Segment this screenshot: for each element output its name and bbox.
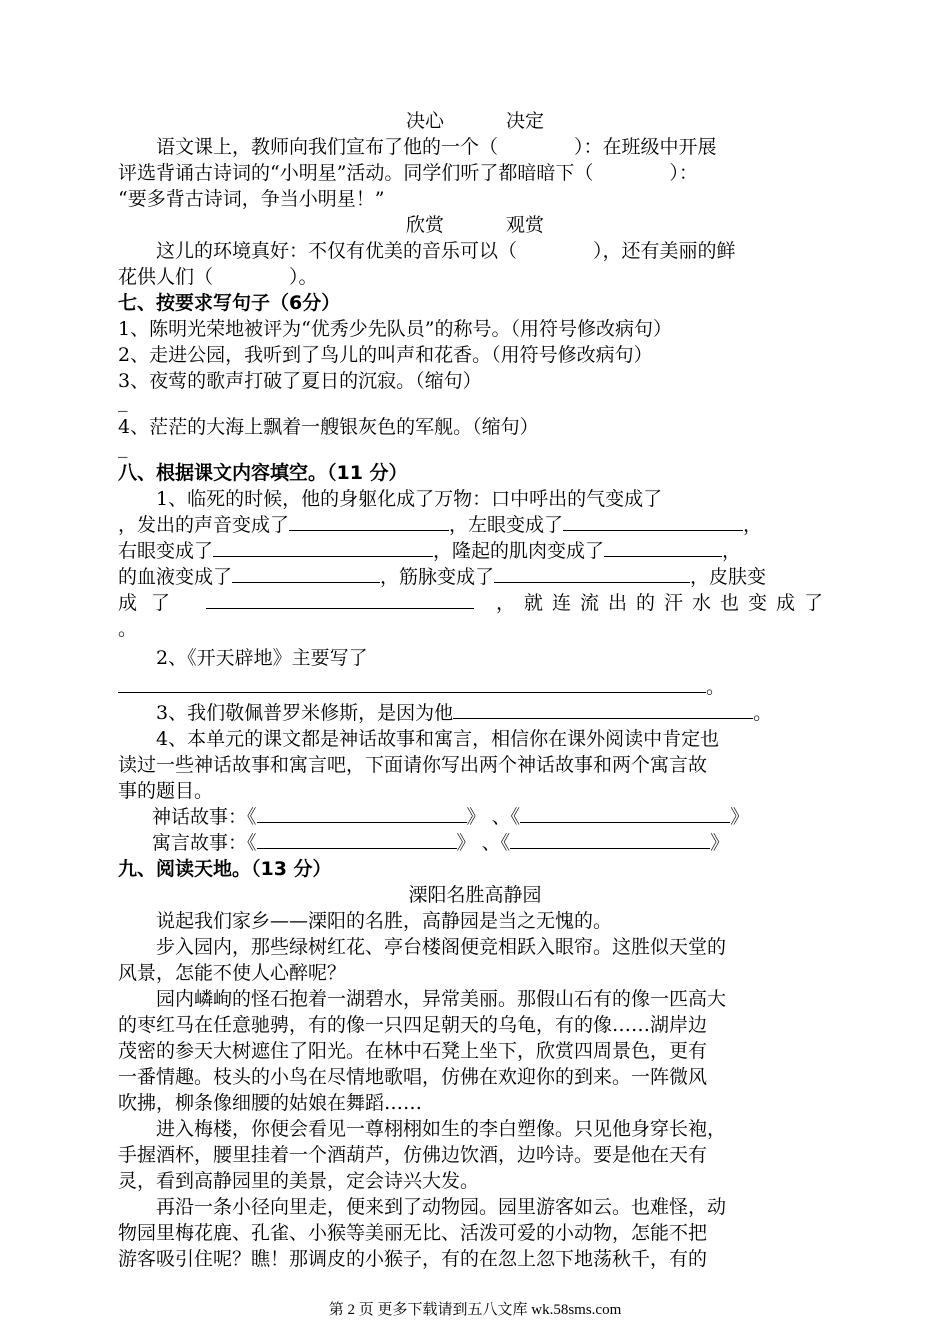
- reading-line: 园内嶙峋的怪石抱着一湖碧水，异常美丽。那假山石有的像一匹高大: [156, 988, 727, 1010]
- question-8-1-line: 成了 ，就连流出的汗水也变成了: [118, 592, 832, 614]
- answer-blank[interactable]: [257, 830, 457, 849]
- question-7-1: 1、陈明光荣地被评为“优秀少先队员”的称号。（用符号修改病句）: [118, 318, 673, 340]
- word-choice-1: [118, 108, 832, 134]
- reading-line: 茂密的参天大树遮住了阳光。在林中石凳上坐下，欣赏四周景色，更有: [118, 1040, 708, 1062]
- answer-blank[interactable]: [520, 804, 730, 823]
- reading-line: 吹拂，柳条像细腰的姑娘在舞蹈……: [118, 1092, 423, 1114]
- section-7-title: 七、按要求写句子（6分）: [118, 292, 341, 314]
- reading-line: 进入梅楼，你便会看见一尊栩栩如生的李白塑像。只见他身穿长袍，: [156, 1118, 727, 1140]
- myth-story-row: 神话故事：《 》 、《 》: [152, 806, 750, 828]
- answer-mark: _: [118, 394, 128, 412]
- passage-line: 评选背诵古诗词的“小明星”活动。同学们听了都暗暗下（ ）：: [118, 162, 698, 184]
- answer-blank[interactable]: [289, 512, 449, 531]
- answer-blank[interactable]: [206, 590, 474, 609]
- word-option: 决心: [405, 110, 444, 132]
- answer-mark: _: [118, 440, 128, 458]
- passage-line: “要多背古诗词，争当小明星！”: [118, 188, 385, 210]
- answer-blank[interactable]: [213, 538, 433, 557]
- reading-line: 的枣红马在任意驰骋，有的像一只四足朝天的乌龟，有的像……湖岸边: [118, 1014, 708, 1036]
- question-8-1-line: ，发出的声音变成了 ，左眼变成了 ，: [118, 514, 763, 536]
- section-8-title: 八、根据课文内容填空。（11 分）: [118, 462, 408, 484]
- exam-page: [118, 108, 832, 1272]
- question-8-3: 3、我们敬佩普罗米修斯，是因为他 。: [156, 702, 773, 724]
- answer-blank[interactable]: [604, 538, 722, 557]
- passage-line: 语文课上，教师向我们宣布了他的一个（ ）：在班级中开展: [156, 136, 717, 158]
- reading-line: 物园里梅花鹿、孔雀、小猴等美丽无比、活泼可爱的小动物，怎能不把: [118, 1222, 708, 1244]
- question-8-1-line: 1、临死的时候，他的身躯化成了万物：口中呼出的气变成了: [156, 488, 663, 510]
- question-8-4-line: 4、本单元的课文都是神话故事和寓言，相信你在课外阅读中肯定也: [156, 728, 720, 750]
- page-footer: 第 2 页 更多下载请到五八文库 wk.58sms.com: [328, 1302, 622, 1318]
- reading-line: 游客吸引住呢？瞧！那调皮的小猴子，有的在忽上忽下地荡秋千，有的: [118, 1248, 708, 1270]
- reading-line: 风景，怎能不使人心醉呢？: [118, 962, 347, 984]
- reading-line: 一番情趣。枝头的小鸟在尽情地歌唱，仿佛在欢迎你的到来。一阵微风: [118, 1066, 708, 1088]
- passage-line: 这儿的环境真好：不仅有优美的音乐可以（ ），还有美丽的鲜: [156, 240, 736, 262]
- answer-blank[interactable]: [494, 564, 690, 583]
- word-option: 观赏: [506, 214, 545, 236]
- word-choice-2: [118, 212, 832, 238]
- reading-line: 步入园内，那些绿树红花、亭台楼阁便竞相跃入眼帘。这胜似天堂的: [156, 936, 727, 958]
- question-8-1-line: 。: [118, 618, 138, 640]
- answer-blank[interactable]: [563, 512, 743, 531]
- question-7-3: 3、夜莺的歌声打破了夏日的沉寂。（缩句）: [118, 370, 482, 392]
- reading-line: 灵，看到高静园里的美景，定会诗兴大发。: [118, 1170, 480, 1192]
- question-8-1-line: 的血液变成了 ，筋脉变成了 ，皮肤变: [118, 566, 767, 588]
- question-8-2: 2、《开天辟地》主要写了: [156, 647, 368, 669]
- answer-blank[interactable]: [232, 564, 380, 583]
- fable-story-row: 寓言故事：《 》 、《 》: [152, 832, 730, 854]
- passage-title: 溧阳名胜高静园: [408, 884, 542, 906]
- reading-passage: [118, 908, 832, 1272]
- reading-line: 说起我们家乡——溧阳的名胜，高静园是当之无愧的。: [156, 910, 613, 932]
- reading-line: 手握酒杯，腰里挂着一个酒葫芦，仿佛边饮酒，边吟诗。要是他在天有: [118, 1144, 708, 1166]
- answer-blank[interactable]: [257, 804, 467, 823]
- word-option: 欣赏: [405, 214, 444, 236]
- question-8-1-line: 右眼变成了 ，隆起的肌肉变成了 ，: [118, 540, 742, 562]
- question-8-4-line: 事的题目。: [118, 780, 214, 802]
- reading-line: 再沿一条小径向里走，便来到了动物园。园里游客如云。也难怪，动: [156, 1196, 727, 1218]
- answer-blank[interactable]: [453, 700, 753, 719]
- passage-line: 花供人们（ ）。: [118, 266, 318, 288]
- answer-blank[interactable]: [510, 830, 710, 849]
- section-9-title: 九、阅读天地。（13 分）: [118, 858, 332, 880]
- answer-blank[interactable]: [118, 674, 706, 693]
- question-7-4: 4、茫茫的大海上飘着一艘银灰色的军舰。（缩句）: [118, 416, 539, 438]
- question-8-4-line: 读过一些神话故事和寓言吧，下面请你写出两个神话故事和两个寓言故: [118, 754, 708, 776]
- word-option: 决定: [506, 110, 545, 132]
- question-8-2-answer: 。: [118, 674, 832, 700]
- question-7-2: 2、走进公园，我听到了鸟儿的叫声和花香。（用符号修改病句）: [118, 344, 653, 366]
